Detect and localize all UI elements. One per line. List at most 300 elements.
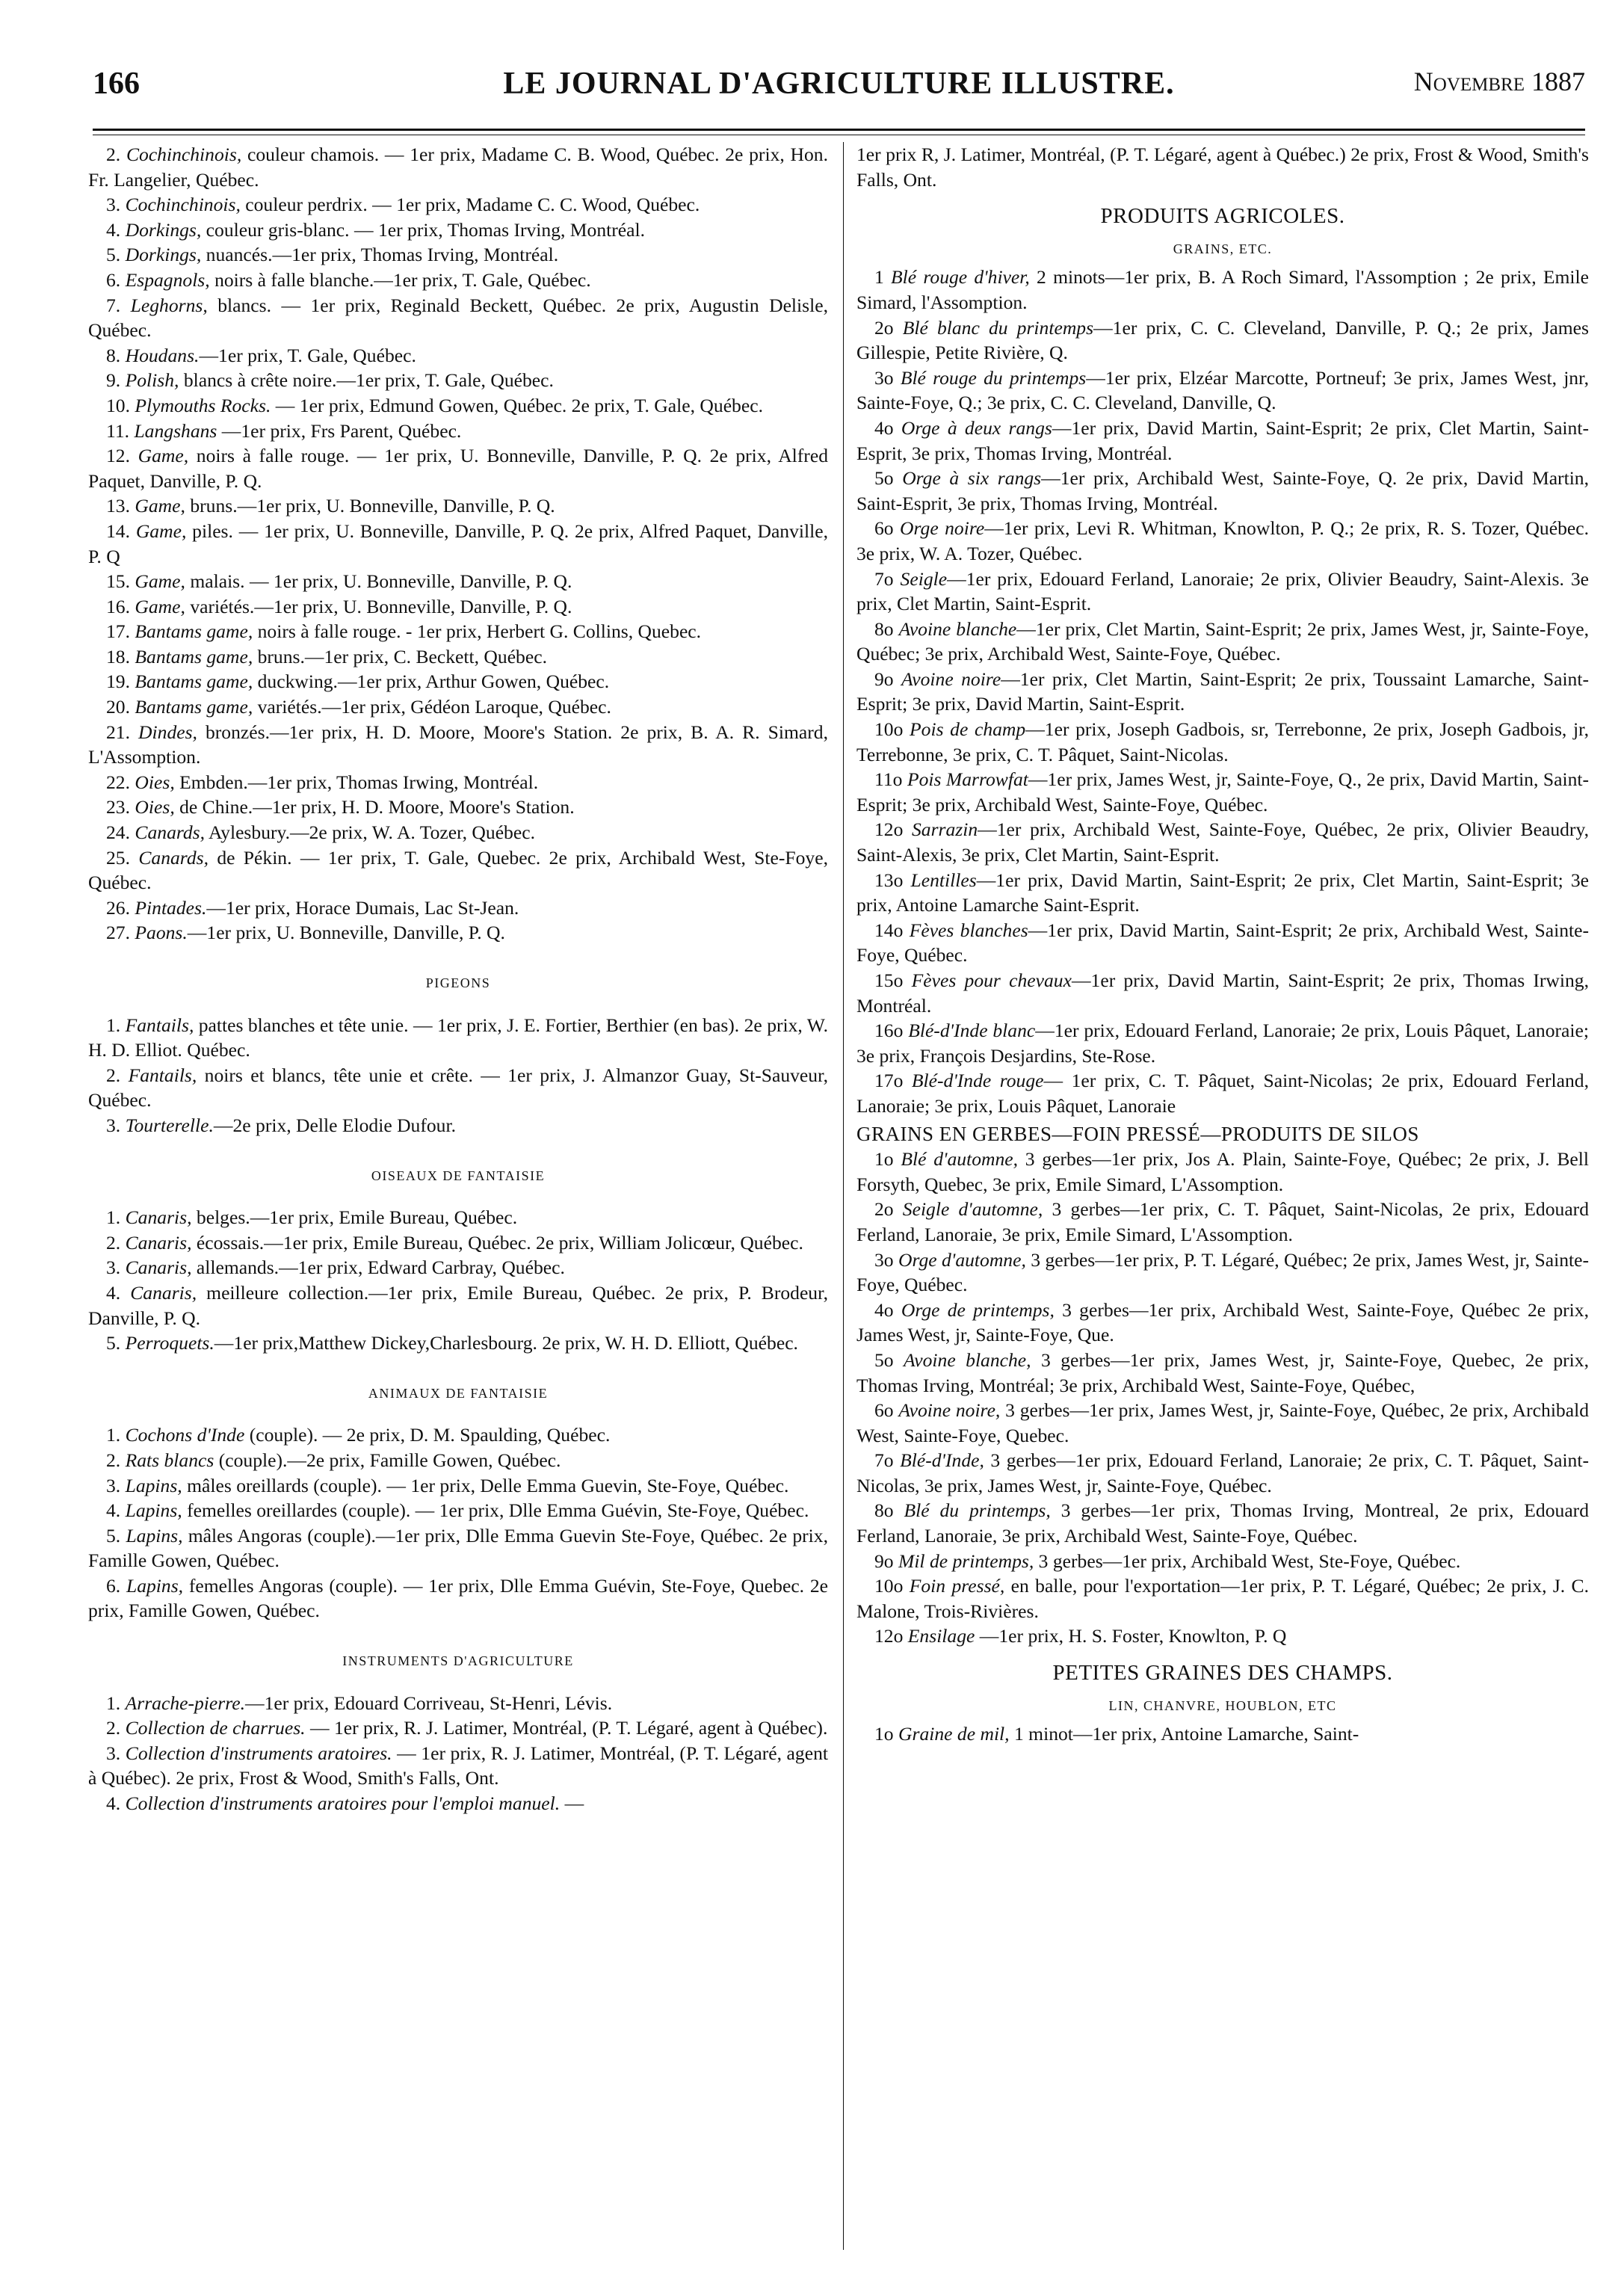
prize-entry xyxy=(856,968,1589,1018)
prize-entry xyxy=(88,1741,828,1791)
prize-entry xyxy=(856,567,1589,617)
prize-entry xyxy=(856,1549,1589,1574)
prize-entry xyxy=(856,466,1589,516)
prize-entry xyxy=(88,1498,828,1523)
entry-number: 5o xyxy=(874,467,894,490)
entry-number: 7o xyxy=(874,567,894,590)
entry-number: 4. xyxy=(106,1792,121,1815)
entry-category: Avoine blanche xyxy=(898,617,1017,640)
entry-number: 6o xyxy=(874,517,894,540)
prize-entry xyxy=(88,242,828,268)
entry-category: Blé blanc du printemps xyxy=(902,316,1094,339)
entry-text: belges.—1er prix, Emile Bureau, Québec. xyxy=(191,1206,518,1229)
prize-entry xyxy=(88,1473,828,1499)
prize-entry xyxy=(856,1448,1589,1498)
entry-number: 4o xyxy=(874,1298,894,1321)
entry-category: Mil de printemps, xyxy=(898,1549,1034,1572)
entry-number: 13o xyxy=(874,869,904,891)
entry-text: variétés.—1er prix, Gédéon Laroque, Québec. xyxy=(253,696,611,718)
entry-number: 3. xyxy=(106,1474,121,1496)
entry-category: Polish, xyxy=(125,369,179,392)
entry-number: 7. xyxy=(106,294,121,316)
entry-category: Canards, xyxy=(138,846,209,869)
prize-entry xyxy=(88,293,828,343)
entry-number: 2o xyxy=(874,316,894,339)
entry-text: blancs à crête noire.—1er prix, T. Gale, Québec. xyxy=(179,369,554,392)
entry-text: meilleure collection.—1er prix, Emile Bureau, Québec. 2e prix, P. Brodeur, Danville, P. Q. xyxy=(88,1281,828,1329)
prize-entry xyxy=(88,895,828,921)
entry-number: 4. xyxy=(106,218,121,241)
entry-text: —1er prix, Clet Martin, Saint-Esprit; 2e prix, James West, jr, Sainte-Foye, Québec; 3e prix, Archibald West, Sainte-Foye, Québec. xyxy=(856,617,1589,665)
entry-text: —1er prix, T. Gale, Québec. xyxy=(199,344,416,366)
grains-subheading: GRAINS, ETC. xyxy=(1173,241,1273,256)
entry-category: Orge à six rangs xyxy=(902,467,1042,490)
entry-category: Canaris, xyxy=(125,1256,192,1279)
prize-entry xyxy=(856,1348,1589,1398)
prize-entry xyxy=(88,1205,828,1230)
entry-category: Blé rouge du printemps xyxy=(900,366,1087,389)
entry-number: 2. xyxy=(106,144,121,165)
entry-category: Arrache-pierre. xyxy=(125,1692,245,1714)
entry-number: 1. xyxy=(106,1014,121,1036)
prize-entry xyxy=(88,920,828,946)
left-column xyxy=(88,142,828,2250)
prize-entry xyxy=(88,1691,828,1716)
poultry-prize-list xyxy=(88,142,828,946)
pigeons-heading: PIGEONS xyxy=(425,975,491,990)
entry-text: Embden.—1er prix, Thomas Irwing, Montréal. xyxy=(174,771,539,793)
entry-text: Aylesbury.—2e prix, W. A. Tozer, Québec. xyxy=(205,821,535,844)
entry-number: 17o xyxy=(874,1070,904,1092)
entry-category: Lapins, xyxy=(125,1499,182,1522)
prize-entry xyxy=(856,617,1589,667)
entry-text: —1er prix, David Martin, Saint-Esprit; 2e prix, Clet Martin, Saint-Esprit, 3e prix, Thomas Irving, Montréal. xyxy=(856,416,1589,464)
entry-category: Oies, xyxy=(135,796,175,818)
prize-entry xyxy=(856,1623,1589,1649)
entry-number: 3. xyxy=(106,1114,121,1136)
entry-category: Bantams game, xyxy=(135,670,253,693)
entry-category: Game, xyxy=(135,595,185,617)
column-divider xyxy=(843,142,844,2250)
entry-text: duckwing.—1er prix, Arthur Gowen, Québec. xyxy=(253,670,610,693)
prize-entry xyxy=(88,820,828,845)
entry-number: 7o xyxy=(874,1449,894,1472)
prize-entry xyxy=(856,1298,1589,1348)
prize-entry xyxy=(88,142,828,192)
entry-number: 15. xyxy=(106,570,130,593)
implements-prize-list xyxy=(88,1691,828,1816)
entry-category: Orge d'automne, xyxy=(898,1248,1026,1271)
entry-category: Leghorns, xyxy=(130,294,208,316)
entry-number: 4. xyxy=(106,1499,121,1522)
entry-text: pattes blanches et tête unie. — 1er prix, J. E. Fortier, Berthier (en bas). 2e prix, W. H. D. Elliot. Québec. xyxy=(88,1014,828,1061)
prize-entry xyxy=(856,1068,1589,1118)
prize-entry xyxy=(856,767,1589,817)
entry-text: 3 gerbes—1er prix, James West, jr, Sainte-Foye, Quebec, 2e prix, Thomas Irving, Montréal; 3e prix, Archibald West, Sainte-Foye, Québec, xyxy=(856,1348,1589,1396)
entry-number: 24. xyxy=(106,821,130,844)
entry-text: —1er prix, U. Bonneville, Danville, P. Q. xyxy=(187,922,505,944)
entry-category: Fèves blanches xyxy=(909,919,1028,941)
entry-category: Avoine noire, xyxy=(898,1399,1001,1422)
entry-number: 3o xyxy=(874,366,894,389)
prize-entry xyxy=(856,1721,1589,1747)
entry-text: (couple).—2e prix, Famille Gowen, Québec. xyxy=(214,1449,561,1471)
prize-entry xyxy=(88,619,828,644)
entry-number: 8o xyxy=(874,1499,894,1522)
entry-category: Orge noire xyxy=(900,517,985,540)
entry-category: Lapins, xyxy=(125,1474,182,1496)
entry-text: —1er prix, Horace Dumais, Lac St-Jean. xyxy=(206,896,519,919)
entry-number: 4o xyxy=(874,416,894,439)
entry-number: 3o xyxy=(874,1248,894,1271)
entry-text: —1er prix, Elzéar Marcotte, Portneuf; 3e prix, James West, jnr, Sainte-Foye, Q.; 3e prix, C. C. Cleveland, Danville, Q. xyxy=(856,366,1589,414)
prize-entry xyxy=(88,770,828,795)
prize-entry xyxy=(856,1398,1589,1448)
entry-category: Bantams game, xyxy=(135,620,253,643)
prize-entry xyxy=(856,1573,1589,1623)
entry-text: couleur gris-blanc. — 1er prix, Thomas Irving, Montréal. xyxy=(201,218,645,241)
entry-text: 3 gerbes—1er prix, Archibald West, Sainte-Foye, Québec 2e prix, James West, jr, Sainte-Foye, Que. xyxy=(856,1298,1589,1346)
entry-text: —1er prix, Edouard Corriveau, St-Henri, Lévis. xyxy=(245,1692,613,1714)
entry-number: 1o xyxy=(874,1148,894,1171)
entry-number: 15o xyxy=(874,969,904,991)
entry-category: Fantails, xyxy=(128,1064,197,1086)
entry-text: de Pékin. — 1er prix, T. Gale, Quebec. 2e prix, Archibald West, Ste-Foye, Québec. xyxy=(88,846,828,894)
entry-text: piles. — 1er prix, U. Bonneville, Danville, P. Q. 2e prix, Alfred Paquet, Danville, P. Q xyxy=(88,519,828,567)
entry-category: Canaris, xyxy=(125,1206,192,1229)
entry-number: 18. xyxy=(106,645,130,667)
entry-number: 6. xyxy=(106,1574,121,1597)
entry-category: Cochons d'Inde xyxy=(125,1424,245,1446)
entry-category: Orge à deux rangs xyxy=(901,416,1052,439)
entry-number: 10. xyxy=(106,394,130,416)
entry-text: bruns.—1er prix, U. Bonneville, Danville, P. Q. xyxy=(185,495,555,517)
entry-number: 8. xyxy=(106,344,121,366)
entry-category: Perroquets. xyxy=(125,1332,214,1354)
fancy-birds-prize-list xyxy=(88,1205,828,1356)
entry-text: blancs. — 1er prix, Reginald Beckett, Québec. 2e prix, Augustin Delisle, Québec. xyxy=(88,294,828,342)
prize-entry xyxy=(88,1422,828,1448)
entry-category: Blé rouge d'hiver, xyxy=(891,266,1030,289)
prize-entry xyxy=(856,1147,1589,1197)
entry-number: 1. xyxy=(106,1206,121,1229)
entry-number: 14. xyxy=(106,519,130,542)
entry-number: 9. xyxy=(106,369,121,392)
prize-entry xyxy=(88,1330,828,1356)
entry-number: 19. xyxy=(106,670,130,693)
entry-text: femelles Angoras (couple). — 1er prix, Dlle Emma Guévin, Ste-Foye, Quebec. 2e prix, Famille Gowen, Québec. xyxy=(88,1574,828,1622)
entry-text: 3 gerbes—1er prix, Jos A. Plain, Sainte-Foye, Québec; 2e prix, J. Bell Forsyth, Quebec, 3e prix, Emile Simard, L'Assomption. xyxy=(856,1148,1589,1195)
entry-category: Plymouths Rocks. xyxy=(135,394,271,416)
entry-category: Houdans. xyxy=(125,344,200,366)
entry-number: 6. xyxy=(106,268,121,291)
entry-number: 10o xyxy=(874,1575,904,1597)
entry-number: 12o xyxy=(874,818,904,841)
prize-entry xyxy=(88,192,828,218)
entry-text: 3 gerbes—1er prix, P. T. Légaré, Québec; 2e prix, James West, jr, Sainte-Foye, Québec. xyxy=(856,1248,1589,1296)
issue-date: Novembre 1887 xyxy=(1413,67,1585,96)
entry-number: 2. xyxy=(106,1064,121,1086)
entry-category: Oies, xyxy=(135,771,175,793)
small-seeds-subheading: LIN, CHANVRE, HOUBLON, ETC xyxy=(1108,1697,1337,1713)
entry-category: Dorkings, xyxy=(125,244,202,266)
entry-number: 2. xyxy=(106,1231,121,1253)
entry-number: 16o xyxy=(874,1020,904,1042)
prize-entry xyxy=(856,717,1589,767)
entry-text: noirs à falle blanche.—1er prix, T. Gale, Québec. xyxy=(209,268,591,291)
entry-number: 11o xyxy=(874,768,903,791)
entry-number: 12o xyxy=(874,1625,904,1647)
entry-text: —1er prix, Levi R. Whitman, Knowlton, P. Q.; 2e prix, R. S. Tozer, Québec. 3e prix, W. A. Tozer, Québec. xyxy=(856,517,1589,564)
entry-text: 1 minot—1er prix, Antoine Lamarche, Saint- xyxy=(1009,1723,1359,1745)
entry-category: Blé-d'Inde rouge xyxy=(911,1070,1044,1092)
entry-category: Cochinchinois, xyxy=(125,194,241,216)
entry-text: mâles Angoras (couple).—1er prix, Dlle Emma Guevin Ste-Foye, Québec. 2e prix, Famille Gowen, Québec. xyxy=(88,1524,828,1572)
entry-text: — 1er prix, Edmund Gowen, Québec. 2e prix, T. Gale, Québec. xyxy=(271,394,763,416)
prize-entry xyxy=(88,1791,828,1816)
entry-text: écossais.—1er prix, Emile Bureau, Québec. 2e prix, William Jolicœur, Québec. xyxy=(191,1231,803,1253)
entry-text: — 1er prix, R. J. Latimer, Montréal, (P. T. Légaré, agent à Québec). 2e prix, Frost & Wood, Smith's Falls, Ont. xyxy=(88,1742,828,1789)
entry-text: malais. — 1er prix, U. Bonneville, Danville, P. Q. xyxy=(185,570,572,593)
prize-entry xyxy=(88,644,828,670)
prize-entry xyxy=(88,569,828,594)
entry-text: variétés.—1er prix, U. Bonneville, Danville, P. Q. xyxy=(185,595,572,617)
entry-text: de Chine.—1er prix, H. D. Moore, Moore's Station. xyxy=(174,796,575,818)
entry-category: Lapins, xyxy=(126,1524,183,1547)
prize-entry xyxy=(88,845,828,895)
entry-text: —1er prix, David Martin, Saint-Esprit; 2e prix, Thomas Irwing, Montréal. xyxy=(856,969,1589,1017)
entry-category: Espagnols, xyxy=(125,268,210,291)
entry-number: 5. xyxy=(106,1524,121,1547)
entry-category: Canaris, xyxy=(125,1231,192,1253)
prize-entry xyxy=(88,268,828,293)
entry-text: 3 gerbes—1er prix, Edouard Ferland, Lanoraie; 2e prix, C. T. Pâquet, Saint-Nicolas, 3e prix, James West, jr, Sainte-Foye, Québec. xyxy=(856,1449,1589,1496)
entry-category: Pintades. xyxy=(135,896,207,919)
entry-text: —1er prix, Archibald West, Sainte-Foye, Québec, 2e prix, Olivier Beaudry, Saint-Alexis, 3e prix, Clet Martin, Saint-Esprit. xyxy=(856,818,1589,866)
entry-category: Game, xyxy=(135,495,185,517)
prize-entry xyxy=(88,393,828,419)
entry-text: noirs à falle rouge. - 1er prix, Herbert G. Collins, Quebec. xyxy=(253,620,702,643)
entry-category: Rats blancs xyxy=(125,1449,214,1471)
entry-text: —1er prix, Archibald West, Sainte-Foye, Q. 2e prix, David Martin, Saint-Esprit, 3e prix, Thomas Irving, Montréal. xyxy=(856,467,1589,514)
sheaves-prize-list xyxy=(856,1147,1589,1649)
prize-entry xyxy=(88,1715,828,1741)
entry-number: 2o xyxy=(874,1198,894,1221)
prize-entry xyxy=(856,416,1589,466)
entry-category: Blé-d'Inde, xyxy=(900,1449,984,1472)
entry-text: —1er prix, David Martin, Saint-Esprit; 2e prix, Clet Martin, Saint-Esprit; 3e prix, Antoine Lamarche Saint-Esprit. xyxy=(856,869,1589,916)
entry-number: 5o xyxy=(874,1348,894,1371)
prize-entry xyxy=(856,1248,1589,1298)
entry-category: Pois Marrowfat xyxy=(907,768,1028,791)
journal-title: LE JOURNAL D'AGRICULTURE ILLUSTRE. xyxy=(503,67,1175,101)
prize-entry xyxy=(88,1063,828,1113)
entry-category: Seigle xyxy=(900,567,948,590)
entry-text: noirs et blancs, tête unie et crête. — 1er prix, J. Almanzor Guay, St-Sauveur, Québec. xyxy=(88,1064,828,1111)
entry-number: 20. xyxy=(106,696,130,718)
entry-number: 17. xyxy=(106,620,130,643)
entry-text: (couple). — 2e prix, D. M. Spaulding, Québec. xyxy=(244,1424,611,1446)
entry-category: Pois de champ xyxy=(910,718,1026,741)
entry-text: 3 gerbes—1er prix, Archibald West, Ste-Foye, Québec. xyxy=(1034,1549,1461,1572)
prize-entry xyxy=(856,667,1589,717)
grains-prize-list xyxy=(856,265,1589,1118)
entry-text: —1er prix,Matthew Dickey,Charlesbourg. 2e prix, W. H. D. Elliott, Québec. xyxy=(214,1332,798,1354)
entry-category: Foin pressé, xyxy=(909,1575,1005,1597)
prize-entry xyxy=(856,868,1589,918)
entry-category: Ensilage xyxy=(907,1625,975,1647)
entry-text: — 1er prix, C. T. Pâquet, Saint-Nicolas; 2e prix, Edouard Ferland, Lanoraie; 3e prix, Louis Pâquet, Lanoraie xyxy=(856,1070,1589,1117)
entry-category: Dindes, xyxy=(138,721,197,743)
entry-text: —1er prix, David Martin, Saint-Esprit; 2e prix, Archibald West, Sainte-Foye, Québec. xyxy=(856,919,1589,966)
prize-entry xyxy=(856,1018,1589,1068)
entry-category: Graine de mil, xyxy=(898,1723,1010,1745)
entry-category: Fantails, xyxy=(125,1014,194,1036)
continued-text: 1er prix R, J. Latimer, Montréal, (P. T. Légaré, agent à Québec.) 2e prix, Frost & Wood, Smith's Falls, Ont. xyxy=(856,144,1589,191)
entry-category: Collection d'instruments aratoires. xyxy=(125,1742,392,1764)
entry-text: —1er prix, Edouard Ferland, Lanoraie; 2e prix, Olivier Beaudry, Saint-Alexis. 3e prix, Clet Martin, Saint-Esprit. xyxy=(856,567,1589,615)
produce-heading: PRODUITS AGRICOLES. xyxy=(1100,204,1345,229)
entry-category: Cochinchinois, xyxy=(126,144,242,165)
entry-text: nuancés.—1er prix, Thomas Irving, Montréal. xyxy=(201,244,559,266)
entry-text: —1er prix, James West, jr, Sainte-Foye, Q., 2e prix, David Martin, Saint-Esprit; 3e prix, Archibald West, Sainte-Foye, Québec. xyxy=(856,768,1589,815)
pigeons-prize-list xyxy=(88,1013,828,1138)
prize-entry xyxy=(856,1498,1589,1548)
entry-number: 5. xyxy=(106,244,121,266)
entry-text: bruns.—1er prix, C. Beckett, Québec. xyxy=(253,645,547,667)
entry-number: 26. xyxy=(106,896,130,919)
small-seeds-prize-list xyxy=(856,1721,1589,1747)
entry-number: 14o xyxy=(874,919,904,941)
entry-number: 2. xyxy=(106,1717,121,1739)
entry-category: Bantams game, xyxy=(135,696,253,718)
entry-category: Game, xyxy=(135,570,185,593)
entry-text: 3 gerbes—1er prix, Thomas Irving, Montreal, 2e prix, Edouard Ferland, Lanoraie, 3e prix, Archibald West, Sainte-Foye, Québec. xyxy=(856,1499,1589,1547)
entry-category: Seigle d'automne, xyxy=(902,1198,1043,1221)
entry-text: couleur chamois. — 1er prix, Madame C. B. Wood, Québec. 2e prix, Hon. Fr. Langelier, Québec. xyxy=(88,144,828,191)
entry-category: Sarrazin xyxy=(911,818,978,841)
entry-category: Blé-d'Inde blanc xyxy=(908,1020,1036,1042)
prize-entry xyxy=(88,669,828,694)
sheaves-heading: GRAINS EN GERBES—FOIN PRESSÉ—PRODUITS DE SILOS xyxy=(856,1122,1419,1145)
entry-text: —1er prix, Clet Martin, Saint-Esprit; 2e prix, Toussaint Lamarche, Saint-Esprit; 3e prix, David Martin, Saint-Esprit. xyxy=(856,667,1589,715)
prize-entry xyxy=(88,519,828,569)
entry-text: couleur perdrix. — 1er prix, Madame C. C. Wood, Québec. xyxy=(240,194,700,216)
entry-category: Collection de charrues. xyxy=(125,1717,306,1739)
entry-number: 16. xyxy=(106,595,130,617)
fancy-animals-heading: ANIMAUX DE FANTAISIE xyxy=(368,1385,549,1401)
prize-entry xyxy=(88,493,828,519)
prize-entry xyxy=(88,594,828,620)
entry-category: Bantams game, xyxy=(135,645,253,667)
entry-number: 22. xyxy=(106,771,130,793)
prize-entry xyxy=(856,918,1589,968)
entry-number: 1. xyxy=(106,1424,121,1446)
right-column xyxy=(856,142,1589,2250)
entry-number: 1 xyxy=(874,266,884,289)
entry-number: 10o xyxy=(874,718,904,741)
entry-category: Avoine blanche, xyxy=(904,1348,1031,1371)
entry-category: Orge de printemps, xyxy=(901,1298,1055,1321)
fancy-birds-heading: OISEAUX DE FANTAISIE xyxy=(371,1168,546,1183)
entry-category: Lentilles xyxy=(910,869,977,891)
entry-category: Langshans xyxy=(134,419,217,442)
entry-number: 9o xyxy=(874,667,894,690)
entry-number: 3. xyxy=(106,194,121,216)
entry-text: noirs à falle rouge. — 1er prix, U. Bonneville, Danville, P. Q. 2e prix, Alfred Paquet, Danville, P. Q. xyxy=(88,445,828,492)
entry-number: 6o xyxy=(874,1399,894,1422)
implements-heading: INSTRUMENTS D'AGRICULTURE xyxy=(342,1653,574,1669)
entry-category: Tourterelle. xyxy=(125,1114,214,1136)
prize-entry xyxy=(88,1448,828,1473)
prize-entry xyxy=(88,443,828,493)
entry-text: 2 minots—1er prix, B. A Roch Simard, l'Assomption ; 2e prix, Emile Simard, l'Assomption. xyxy=(856,266,1589,313)
entry-number: 5. xyxy=(106,1332,121,1354)
prize-entry xyxy=(88,1255,828,1280)
entry-number: 9o xyxy=(874,1549,894,1572)
entry-text: —1er prix, Edouard Ferland, Lanoraie; 2e prix, Louis Pâquet, Lanoraie; 3e prix, François Desjardins, Ste-Rose. xyxy=(856,1020,1589,1067)
entry-text: — 1er prix, R. J. Latimer, Montréal, (P. T. Légaré, agent à Québec). xyxy=(305,1717,828,1739)
entry-number: 1. xyxy=(106,1692,121,1714)
entry-text: 3 gerbes—1er prix, C. T. Pâquet, Saint-Nicolas, 2e prix, Edouard Ferland, Lanoraie, 3e prix, Emile Simard, L'Assomption. xyxy=(856,1198,1589,1245)
prize-entry xyxy=(88,1280,828,1330)
prize-entry xyxy=(88,1573,828,1623)
fancy-animals-prize-list xyxy=(88,1422,828,1623)
prize-entry xyxy=(856,817,1589,867)
entry-number: 2. xyxy=(106,1449,121,1471)
page-header xyxy=(93,66,1585,111)
prize-entry xyxy=(88,1013,828,1063)
entry-category: Game, xyxy=(138,445,189,467)
prize-entry xyxy=(88,218,828,243)
entry-text: mâles oreillards (couple). — 1er prix, Delle Emma Guevin, Ste-Foye, Québec. xyxy=(182,1474,789,1496)
prize-entry xyxy=(88,368,828,393)
page-number: 166 xyxy=(93,67,140,101)
entry-text: bronzés.—1er prix, H. D. Moore, Moore's Station. 2e prix, B. A. R. Simard, L'Assomption. xyxy=(88,721,828,768)
prize-entry xyxy=(88,1523,828,1573)
entry-category: Game, xyxy=(135,519,187,542)
prize-entry xyxy=(856,516,1589,566)
entry-category: Blé du printemps, xyxy=(904,1499,1051,1522)
prize-entry xyxy=(856,265,1589,315)
entry-number: 12. xyxy=(106,445,130,467)
entry-text: —1er prix, Frs Parent, Québec. xyxy=(217,419,462,442)
entry-text: —1er prix, Joseph Gadbois, sr, Terrebonne, 2e prix, Joseph Gadbois, jr, Terrebonne, 3e prix, C. T. Pâquet, Saint-Nicolas. xyxy=(856,718,1589,765)
prize-entry xyxy=(88,419,828,444)
entry-category: Blé d'automne, xyxy=(901,1148,1019,1171)
prize-entry xyxy=(88,720,828,770)
header-rule xyxy=(93,129,1585,131)
entry-number: 23. xyxy=(106,796,130,818)
prize-entry xyxy=(88,1230,828,1256)
entry-text: —2e prix, Delle Elodie Dufour. xyxy=(213,1114,456,1136)
entry-category: Avoine noire xyxy=(901,667,1001,690)
entry-category: Collection d'instruments aratoires pour l'emploi manuel. xyxy=(125,1792,561,1815)
entry-text: 3 gerbes—1er prix, James West, jr, Sainte-Foye, Québec, 2e prix, Archibald West, Sainte-Foye, Quebec. xyxy=(856,1399,1589,1446)
entry-category: Canards, xyxy=(135,821,206,844)
entry-text: — xyxy=(560,1792,584,1815)
prize-entry xyxy=(88,694,828,720)
entry-text: —1er prix, C. C. Cleveland, Danville, P. Q.; 2e prix, James Gillespie, Petite Rivière, Q. xyxy=(856,316,1589,364)
entry-category: Lapins, xyxy=(126,1574,184,1597)
prize-entry xyxy=(856,1197,1589,1247)
prize-entry xyxy=(88,795,828,820)
entry-number: 3. xyxy=(106,1256,121,1279)
entry-category: Canaris, xyxy=(130,1281,197,1304)
entry-number: 3. xyxy=(106,1742,121,1764)
entry-text: en balle, pour l'exportation—1er prix, P. T. Légaré, Québec; 2e prix, J. C. Malone, Trois-Rivières. xyxy=(856,1575,1589,1622)
entry-number: 13. xyxy=(106,495,130,517)
